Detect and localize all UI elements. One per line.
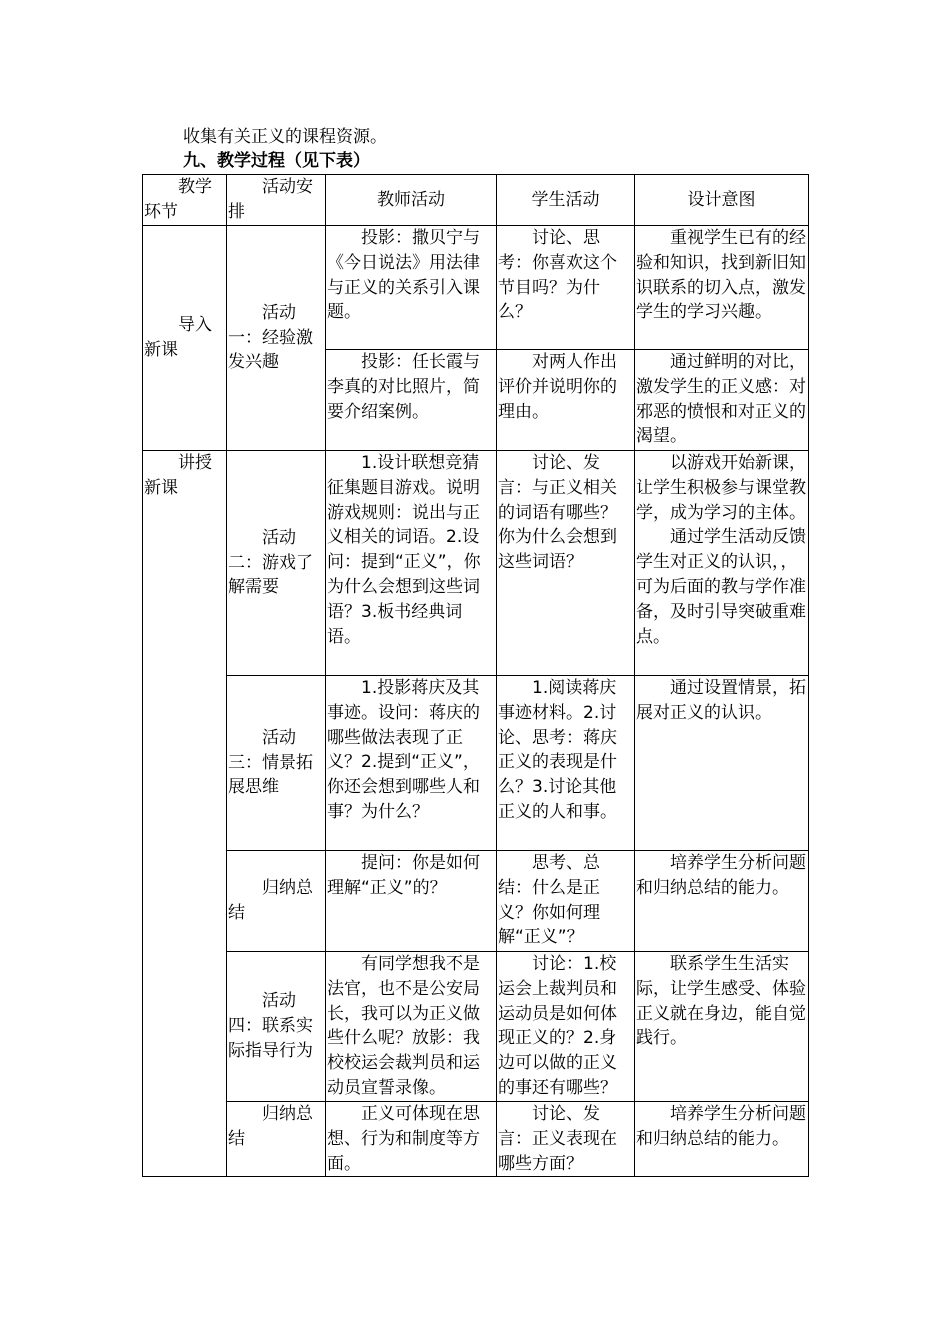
table-header-row bbox=[143, 175, 809, 226]
header-design: 设计意图 bbox=[635, 175, 809, 226]
table-row bbox=[143, 451, 809, 676]
stage-cell-teach: 讲授新课 bbox=[143, 451, 227, 1177]
table-row bbox=[143, 952, 809, 1102]
design-cell: 培养学生分析问题和归纳总结的能力。 bbox=[635, 1102, 809, 1177]
design-cell: 联系学生生活实际，让学生感受、体验正义就在身边，能自觉践行。 bbox=[635, 952, 809, 1102]
table-row bbox=[143, 226, 809, 350]
activity-cell-3: 活动三：情景拓展思维 bbox=[227, 676, 326, 851]
teacher-cell: 投影：撒贝宁与《今日说法》用法律与正义的关系引入课题。 bbox=[326, 226, 497, 350]
design-cell: 重视学生已有的经验和知识，找到新旧知识联系的切入点，激发学生的学习兴趣。 bbox=[635, 226, 809, 350]
student-cell: 思考、总结：什么是正义？你如何理解“正义”？ bbox=[497, 851, 635, 952]
section-heading: 九、教学过程（见下表） bbox=[183, 151, 370, 171]
intro-text: 收集有关正义的课程资源。 bbox=[183, 127, 387, 147]
teacher-cell: 1.投影蒋庆及其事迹。设问：蒋庆的哪些做法表现了正义？2.提到“正义”，你还会想到哪些人和事？为什么？ bbox=[326, 676, 497, 851]
student-cell: 讨论：1.校运会上裁判员和运动员是如何体现正义的？2.身边可以做的正义的事还有哪些？ bbox=[497, 952, 635, 1102]
activity-cell-summary-2: 归纳总结 bbox=[227, 1102, 326, 1177]
activity-cell-summary-1: 归纳总结 bbox=[227, 851, 326, 952]
stage-cell-intro: 导入新课 bbox=[143, 226, 227, 451]
design-cell: 培养学生分析问题和归纳总结的能力。 bbox=[635, 851, 809, 952]
header-activity: 活动安排 bbox=[227, 175, 326, 226]
activity-cell-1: 活动一：经验激发兴趣 bbox=[227, 226, 326, 451]
student-cell: 1.阅读蒋庆事迹材料。2.讨论、思考：蒋庆正义的表现是什么？3.讨论其他正义的人和事。 bbox=[497, 676, 635, 851]
student-cell: 讨论、发言：正义表现在哪些方面？ bbox=[497, 1102, 635, 1177]
teacher-cell: 正义可体现在思想、行为和制度等方面。 bbox=[326, 1102, 497, 1177]
design-cell: 通过鲜明的对比，激发学生的正义感：对邪恶的愤恨和对正义的渴望。 bbox=[635, 350, 809, 451]
student-cell: 讨论、思考：你喜欢这个节目吗？为什么？ bbox=[497, 226, 635, 350]
teacher-cell: 1.设计联想竞猜征集题目游戏。说明游戏规则：说出与正义相关的词语。2.设问：提到“正义”，你为什么会想到这些词语？3.板书经典词语。 bbox=[326, 451, 497, 676]
table-row bbox=[143, 1102, 809, 1177]
lesson-process-table bbox=[142, 174, 809, 1177]
student-cell: 讨论、发言：与正义相关的词语有哪些？你为什么会想到这些词语？ bbox=[497, 451, 635, 676]
design-cell: 以游戏开始新课，让学生积极参与课堂教学，成为学习的主体。 通过学生活动反馈学生对正义的认识，，可为后面的教与学作准备，及时引导突破重难点。 bbox=[635, 451, 809, 676]
student-cell: 对两人作出评价并说明你的理由。 bbox=[497, 350, 635, 451]
teacher-cell: 投影：任长霞与李真的对比照片，简要介绍案例。 bbox=[326, 350, 497, 451]
design-cell: 通过设置情景，拓展对正义的认识。 bbox=[635, 676, 809, 851]
header-student: 学生活动 bbox=[497, 175, 635, 226]
activity-cell-4: 活动四：联系实际指导行为 bbox=[227, 952, 326, 1102]
table-row bbox=[143, 676, 809, 851]
teacher-cell: 有同学想我不是法官，也不是公安局长，我可以为正义做些什么呢？放影：我校校运会裁判员和运动员宣誓录像。 bbox=[326, 952, 497, 1102]
header-teacher: 教师活动 bbox=[326, 175, 497, 226]
table-row bbox=[143, 851, 809, 952]
teacher-cell: 提问：你是如何理解“正义”的？ bbox=[326, 851, 497, 952]
header-stage: 教学环节 bbox=[143, 175, 227, 226]
activity-cell-2: 活动二：游戏了解需要 bbox=[227, 451, 326, 676]
